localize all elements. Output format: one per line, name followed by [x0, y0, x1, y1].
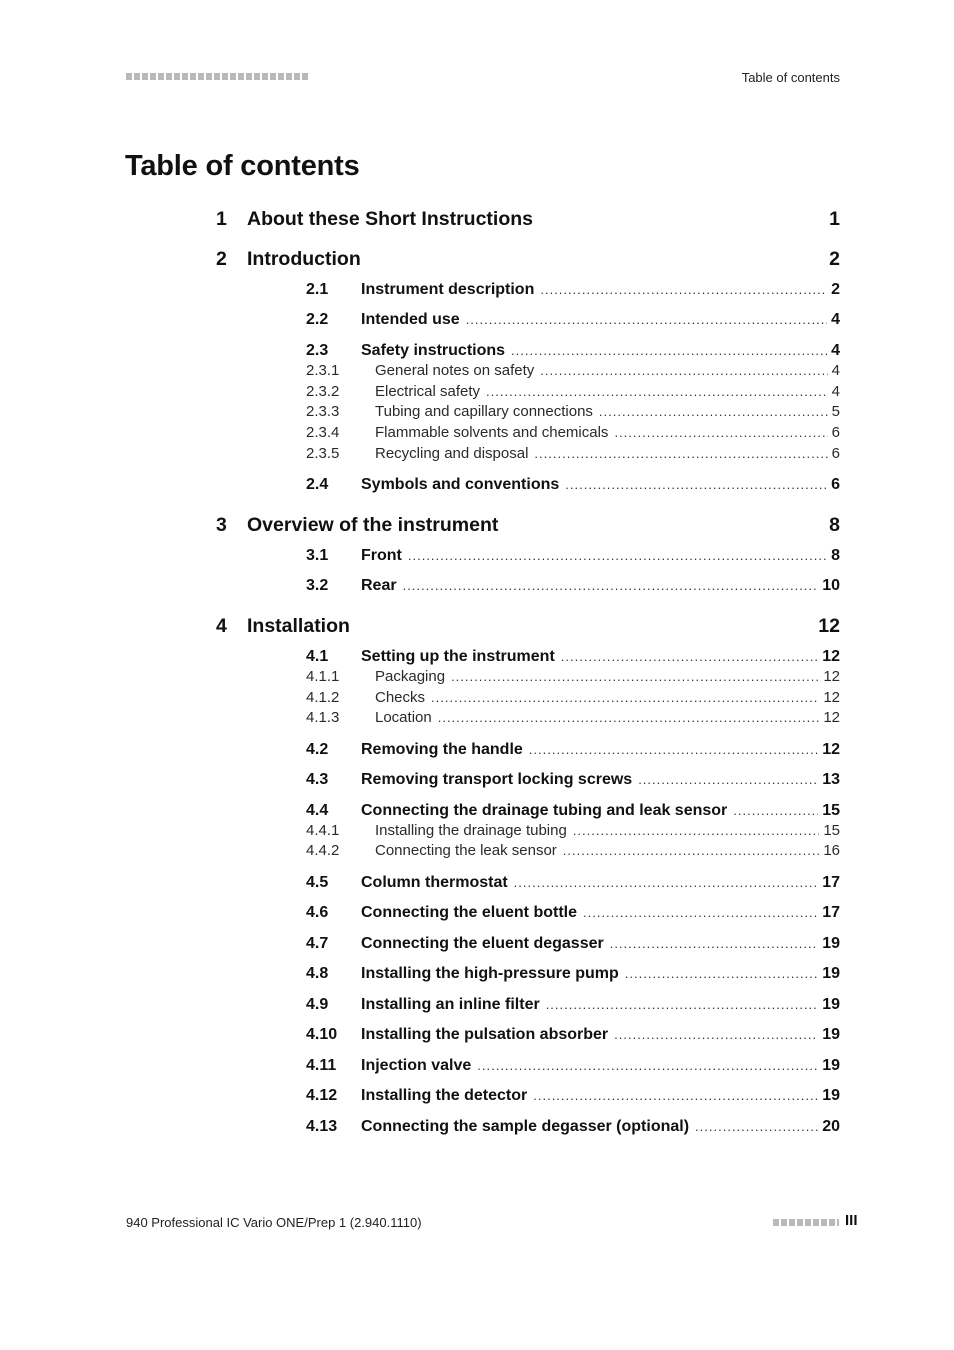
- toc-entry-line: [375, 402, 840, 422]
- toc-entry-number: 2.3.5: [306, 445, 340, 462]
- toc-entry-page: 2: [831, 281, 840, 298]
- toc-entry-title: Rear: [361, 577, 397, 594]
- toc-dot-leader: [563, 841, 820, 861]
- toc-dot-leader: [695, 1116, 818, 1137]
- toc-entry-line: [361, 279, 840, 300]
- toc-dot-leader: [408, 545, 827, 566]
- toc-entry-title: Installing the high-pressure pump: [361, 965, 619, 982]
- toc-dot-leader: [540, 361, 827, 381]
- toc-entry-page: 4: [831, 342, 840, 359]
- toc-entry-page: 5: [831, 403, 840, 420]
- toc-entry-line: [361, 474, 840, 495]
- toc-entry-line: [375, 708, 840, 728]
- toc-section-entry[interactable]: [306, 933, 840, 954]
- toc-entry-line: [361, 902, 840, 923]
- toc-entry-title: General notes on safety: [375, 362, 535, 379]
- toc-dot-leader: [529, 739, 818, 760]
- toc-entry-line: [375, 361, 840, 381]
- toc-entry-number: 4.6: [306, 904, 329, 921]
- footer-page-number: III: [845, 1212, 858, 1229]
- toc-entry-number: 3: [216, 514, 227, 536]
- toc-dot-leader: [514, 872, 819, 893]
- toc-entry-line: [361, 872, 840, 893]
- toc-entry-title: Electrical safety: [375, 383, 481, 400]
- toc-entry-title: Injection valve: [361, 1057, 472, 1074]
- toc-entry-number: 2.3.1: [306, 362, 340, 379]
- toc-sub-entry[interactable]: [306, 841, 840, 861]
- toc-entry-line: [375, 688, 840, 708]
- toc-chapter-entry[interactable]: [216, 513, 840, 537]
- toc-entry-title: Instrument description: [361, 281, 535, 298]
- toc-entry-number: 4.9: [306, 996, 329, 1013]
- toc-entry-title: Front: [361, 547, 402, 564]
- toc-section-entry[interactable]: [306, 994, 840, 1015]
- toc-dot-leader: [599, 402, 828, 422]
- toc-dot-leader: [733, 800, 818, 821]
- toc-entry-title: Flammable solvents and chemicals: [375, 424, 609, 441]
- toc-dot-leader: [451, 667, 819, 687]
- toc-entry-number: 4.4.1: [306, 822, 340, 839]
- toc-section-entry[interactable]: [306, 646, 840, 667]
- toc-entry-page: 6: [831, 424, 840, 441]
- toc-entry-page: 15: [823, 822, 840, 839]
- toc-entry-number: 4.2: [306, 741, 329, 758]
- toc-entry-page: 19: [822, 1057, 840, 1074]
- toc-chapter-entry[interactable]: [216, 247, 840, 271]
- toc-entry-number: 3.2: [306, 577, 329, 594]
- toc-entry-number: 4.3: [306, 771, 329, 788]
- toc-sub-entry[interactable]: [306, 444, 840, 464]
- toc-sub-entry[interactable]: [306, 361, 840, 381]
- toc-entry-line: [361, 1085, 840, 1106]
- toc-entry-page: 4: [831, 362, 840, 379]
- toc-entry-title: Installing an inline filter: [361, 996, 540, 1013]
- toc-entry-number: 3.1: [306, 547, 329, 564]
- toc-section-entry[interactable]: [306, 279, 840, 300]
- toc-entry-line: [375, 841, 840, 861]
- toc-section-entry[interactable]: [306, 1116, 840, 1137]
- toc-entry-title: Installation: [247, 615, 350, 637]
- toc-entry-page: 6: [831, 476, 840, 493]
- toc-entry-title: Packaging: [375, 668, 446, 685]
- toc-section-entry[interactable]: [306, 739, 840, 760]
- toc-sub-entry[interactable]: [306, 708, 840, 728]
- toc-dot-leader: [466, 309, 827, 330]
- toc-entry-page: 1: [829, 208, 840, 230]
- toc-section-entry[interactable]: [306, 474, 840, 495]
- toc-entry-page: 19: [822, 1087, 840, 1104]
- toc-dot-leader: [565, 474, 827, 495]
- toc-entry-number: 4.5: [306, 874, 329, 891]
- toc-entry-page: 19: [822, 996, 840, 1013]
- toc-entry-title: Installing the pulsation absorber: [361, 1026, 609, 1043]
- toc-entry-line: [361, 739, 840, 760]
- toc-entry-title: About these Short Instructions: [247, 208, 534, 230]
- toc-section-entry[interactable]: [306, 545, 840, 566]
- toc-entry-number: 2.3.2: [306, 383, 340, 400]
- toc-dot-leader: [533, 1085, 818, 1106]
- toc-entry-line: [375, 382, 840, 402]
- toc-entry-line: [361, 340, 840, 361]
- toc-dot-leader: [486, 382, 828, 402]
- toc-entry-number: 4.1: [306, 648, 329, 665]
- toc-entry-page: 16: [823, 842, 840, 859]
- toc-entry-line: [361, 994, 840, 1015]
- toc-entry-line: [361, 309, 840, 330]
- toc-entry-title: Connecting the eluent bottle: [361, 904, 577, 921]
- toc-dot-leader: [561, 646, 818, 667]
- toc-entry-number: 2.2: [306, 311, 329, 328]
- toc-entry-line: [361, 800, 840, 821]
- toc-entry-number: 2.3.4: [306, 424, 340, 441]
- toc-entry-title: Setting up the instrument: [361, 648, 555, 665]
- toc-dot-leader: [610, 933, 818, 954]
- toc-section-entry[interactable]: [306, 575, 840, 596]
- toc-chapter-entry[interactable]: [216, 614, 840, 638]
- toc-dot-leader: [583, 902, 818, 923]
- toc-entry-title: Overview of the instrument: [247, 514, 499, 536]
- toc-dot-leader: [534, 444, 827, 464]
- toc-entry-title: Recycling and disposal: [375, 445, 529, 462]
- toc-entry-line: [375, 821, 840, 841]
- toc-entry-number: 4.10: [306, 1026, 338, 1043]
- toc-dot-leader: [614, 423, 827, 443]
- toc-entry-line: [361, 933, 840, 954]
- toc-entry-line: [361, 1024, 840, 1045]
- toc-entry-page: 12: [823, 668, 840, 685]
- toc-entry-line: [361, 545, 840, 566]
- toc-entry-title: Removing the handle: [361, 741, 523, 758]
- toc-entry-number: 4.1.2: [306, 689, 340, 706]
- toc-entry-number: 2.3.3: [306, 403, 340, 420]
- toc-entry-number: 4: [216, 615, 227, 637]
- toc-entry-line: [375, 444, 840, 464]
- toc-section-entry[interactable]: [306, 902, 840, 923]
- toc-dot-leader: [477, 1055, 818, 1076]
- toc-section-entry[interactable]: [306, 769, 840, 790]
- toc-entry-page: 4: [831, 311, 840, 328]
- toc-entry-number: 4.4.2: [306, 842, 340, 859]
- toc-entry-title: Location: [375, 709, 432, 726]
- toc-dot-leader: [431, 688, 819, 708]
- toc-section-entry[interactable]: [306, 963, 840, 984]
- toc-entry-page: 8: [831, 547, 840, 564]
- footer-squares-decoration: [773, 1219, 839, 1226]
- toc-entry-page: 17: [822, 874, 840, 891]
- toc-sub-entry[interactable]: [306, 382, 840, 402]
- page-title: Table of contents: [125, 150, 360, 182]
- toc-entry-page: 15: [822, 802, 840, 819]
- toc-entry-number: 4.11: [306, 1057, 337, 1074]
- toc-dot-leader: [625, 963, 818, 984]
- toc-dot-leader: [438, 708, 820, 728]
- toc-entry-number: 4.12: [306, 1087, 338, 1104]
- toc-entry-title: Intended use: [361, 311, 460, 328]
- toc-entry-page: 10: [822, 577, 840, 594]
- toc-entry-line: [375, 423, 840, 443]
- toc-entry-number: 4.8: [306, 965, 329, 982]
- toc-entry-title: Column thermostat: [361, 874, 508, 891]
- toc-entry-page: 12: [823, 689, 840, 706]
- toc-dot-leader: [540, 279, 827, 300]
- toc-entry-page: 13: [822, 771, 840, 788]
- toc-dot-leader: [638, 769, 818, 790]
- toc-entry-page: 8: [829, 514, 840, 536]
- toc-sub-entry[interactable]: [306, 688, 840, 708]
- toc-section-entry[interactable]: [306, 309, 840, 330]
- toc-section-entry[interactable]: [306, 1055, 840, 1076]
- toc-entry-line: [361, 1116, 840, 1137]
- toc-entry-page: 6: [831, 445, 840, 462]
- toc-entry-number: 4.7: [306, 935, 329, 952]
- toc-entry-number: 2.3: [306, 342, 329, 359]
- toc-entry-title: Installing the detector: [361, 1087, 528, 1104]
- toc-entry-page: 17: [822, 904, 840, 921]
- toc-entry-title: Connecting the sample degasser (optional): [361, 1118, 690, 1135]
- toc-entry-title: Removing transport locking screws: [361, 771, 633, 788]
- toc-entry-page: 12: [823, 709, 840, 726]
- toc-entry-page: 19: [822, 1026, 840, 1043]
- toc-entry-number: 4.4: [306, 802, 329, 819]
- toc-sub-entry[interactable]: [306, 423, 840, 443]
- toc-entry-line: [375, 667, 840, 687]
- toc-entry-title: Symbols and conventions: [361, 476, 560, 493]
- toc-section-entry[interactable]: [306, 872, 840, 893]
- toc-entry-title: Connecting the leak sensor: [375, 842, 557, 859]
- toc-dot-leader: [403, 575, 819, 596]
- toc-entry-number: 4.1.1: [306, 668, 340, 685]
- toc-section-entry[interactable]: [306, 1085, 840, 1106]
- toc-entry-number: 1: [216, 208, 227, 230]
- toc-entry-number: 4.13: [306, 1118, 338, 1135]
- toc-entry-page: 12: [822, 648, 840, 665]
- toc-dot-leader: [573, 821, 820, 841]
- toc-entry-number: 2.4: [306, 476, 329, 493]
- toc-entry-title: Safety instructions: [361, 342, 506, 359]
- toc-sub-entry[interactable]: [306, 667, 840, 687]
- footer-product-name: 940 Professional IC Vario ONE/Prep 1 (2.940.1110): [126, 1215, 422, 1230]
- toc-entry-title: Connecting the drainage tubing and leak sensor: [361, 802, 728, 819]
- toc-entry-number: 4.1.3: [306, 709, 340, 726]
- toc-entry-title: Installing the drainage tubing: [375, 822, 567, 839]
- toc-entry-line: [361, 1055, 840, 1076]
- toc-entry-page: 19: [822, 965, 840, 982]
- toc-entry-title: Introduction: [247, 248, 361, 270]
- toc-entry-line: [361, 963, 840, 984]
- toc-entry-title: Checks: [375, 689, 426, 706]
- toc-entry-page: 19: [822, 935, 840, 952]
- toc-entry-page: 12: [822, 741, 840, 758]
- toc-entry-title: Connecting the eluent degasser: [361, 935, 604, 952]
- toc-sub-entry[interactable]: [306, 821, 840, 841]
- toc-entry-page: 4: [831, 383, 840, 400]
- toc-dot-leader: [546, 994, 819, 1015]
- toc-dot-leader: [614, 1024, 818, 1045]
- toc-entry-line: [361, 769, 840, 790]
- running-header-title: Table of contents: [741, 70, 840, 85]
- toc-dot-leader: [511, 340, 827, 361]
- toc-section-entry[interactable]: [306, 340, 840, 361]
- toc-sub-entry[interactable]: [306, 402, 840, 422]
- toc-entry-page: 2: [829, 248, 840, 270]
- toc-chapter-entry[interactable]: [216, 207, 840, 231]
- toc-entry-page: 20: [822, 1118, 840, 1135]
- toc-entry-page: 12: [818, 615, 840, 637]
- toc-entry-line: [361, 575, 840, 596]
- toc-section-entry[interactable]: [306, 1024, 840, 1045]
- toc-entry-line: [361, 646, 840, 667]
- toc-entry-number: 2.1: [306, 281, 329, 298]
- toc-section-entry[interactable]: [306, 800, 840, 821]
- toc-entry-number: 2: [216, 248, 227, 270]
- toc-entry-title: Tubing and capillary connections: [375, 403, 593, 420]
